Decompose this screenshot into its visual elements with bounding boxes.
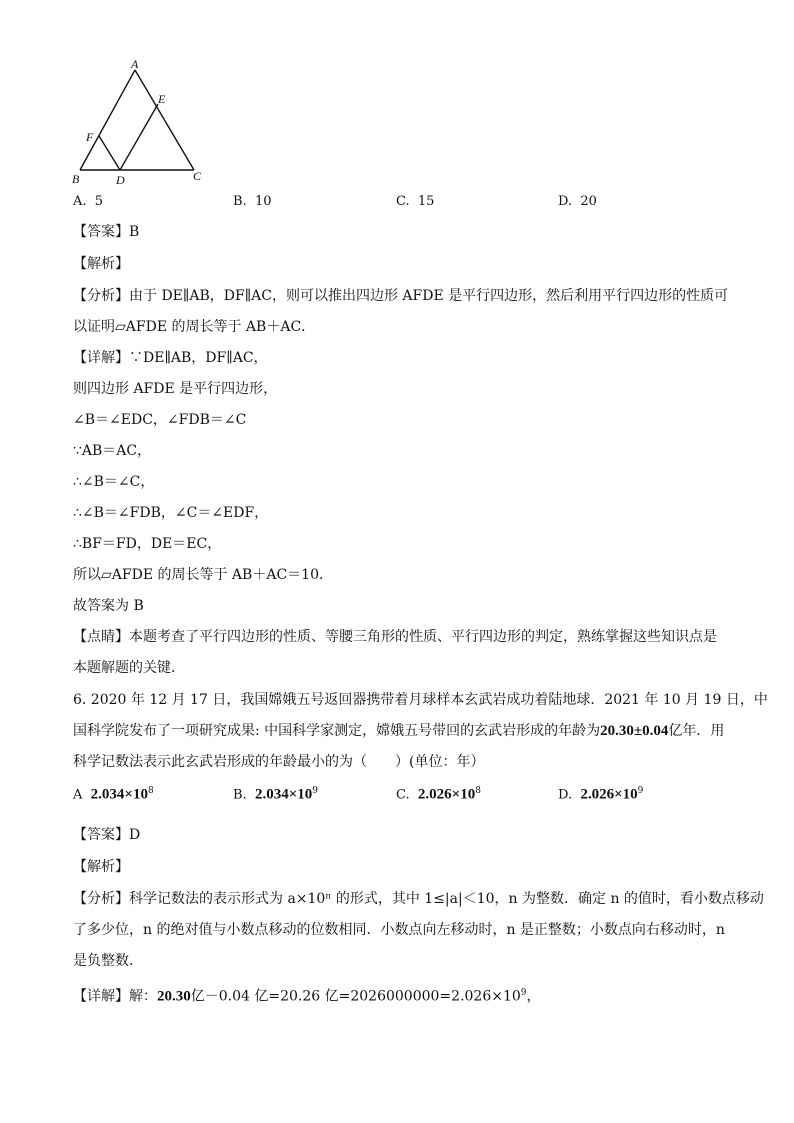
q5-option-c: C. 15 [396, 194, 435, 209]
label-f: F [86, 130, 94, 144]
q5-detail-step-4: ∵AB＝AC， [73, 443, 152, 459]
q5-detail-step-1: 【详解】∵DE∥AB，DF∥AC， [73, 350, 268, 366]
q6-analysis-line-3: 是负整数． [73, 953, 143, 969]
q5-detail-step-8: 所以▱AFDE 的周长等于 AB＋AC＝10． [73, 567, 333, 583]
q6-stem-line-3: 科学记数法表示此玄武岩形成的年龄最小的为（ ）(单位：年） [73, 754, 485, 770]
segment-ac [135, 70, 194, 170]
q5-detail-step-6: ∴∠B＝∠FDB，∠C＝∠EDF， [73, 505, 269, 521]
q5-jiexi-heading: 【解析】 [73, 256, 129, 272]
q5-detail-step-5: ∴∠B＝∠C， [73, 474, 155, 490]
q5-detail-step-2: 则四边形 AFDE 是平行四边形， [73, 381, 278, 397]
q5-analysis-line-2: 以证明▱AFDE 的周长等于 AB＋AC． [73, 319, 316, 335]
q6-analysis-line-2: 了多少位，n 的绝对值与小数点移动的位数相同．小数点向左移动时，n 是正整数；小数点向右移动时，n [73, 922, 725, 938]
triangle-figure [68, 56, 218, 186]
label-b: B [72, 172, 80, 186]
q5-option-b: B. 10 [233, 194, 272, 209]
label-e: E [158, 92, 166, 106]
q5-analysis-line-1: 【分析】由于 DE∥AB，DF∥AC，则可以推出四边形 AFDE 是平行四边形，然后利用平行四边形的性质可 [73, 288, 729, 304]
q5-option-d: D. 20 [558, 194, 597, 209]
q6-stem-line-1: 6. 2020 年 12 月 17 日，我国嫦娥五号返回器携带着月球样本玄武岩成功着陆地球．2021 年 10 月 19 日，中 [73, 692, 768, 708]
q6-answer: 【答案】D [73, 827, 141, 843]
segment-ab [80, 70, 135, 170]
label-a: A [131, 57, 139, 71]
label-d: D [116, 173, 125, 186]
q6-detail: 【详解】解：20.30亿－0.04 亿=20.26 亿$=2026000000=2.026\times 10^9$， [73, 988, 541, 1005]
segment-df [99, 136, 120, 170]
segment-de [120, 104, 158, 170]
q6-option-c: C. $2.026\times 10^8$ [396, 786, 481, 803]
q6-option-d: D. $2.026\times 10^9$ [558, 786, 644, 803]
q5-comment-line-2: 本题解题的关键． [73, 660, 185, 676]
q6-option-a: A $2.034\times 10^8$ [73, 786, 154, 803]
q6-jiexi-heading: 【解析】 [73, 859, 129, 875]
q5-detail-step-3: ∠B＝∠EDC，∠FDB＝∠C [73, 412, 247, 428]
label-c: C [193, 169, 202, 183]
q6-stem-line-2: 国科学院发布了一项研究成果: 中国科学家测定，嫦娥五号带回的玄武岩形成的年龄为20.30±0.04亿年．用 [73, 723, 725, 739]
q5-detail-step-7: ∴BF＝FD，DE＝EC， [73, 536, 222, 552]
q6-analysis-line-1: 【分析】科学记数法的表示形式为 a×10ⁿ 的形式，其中 1≤|a|＜10，n 为整数．确定 n 的值时，看小数点移动 [73, 891, 764, 907]
q5-answer: 【答案】B [73, 224, 140, 240]
q5-comment-line-1: 【点睛】本题考查了平行四边形的性质、等腰三角形的性质、平行四边形的判定，熟练掌握这些知识点是 [73, 629, 717, 645]
q5-final-answer: 故答案为 B [73, 598, 144, 614]
q6-option-b: B. $2.034\times 10^9$ [233, 786, 318, 803]
q5-option-a: A. 5 [73, 194, 104, 209]
